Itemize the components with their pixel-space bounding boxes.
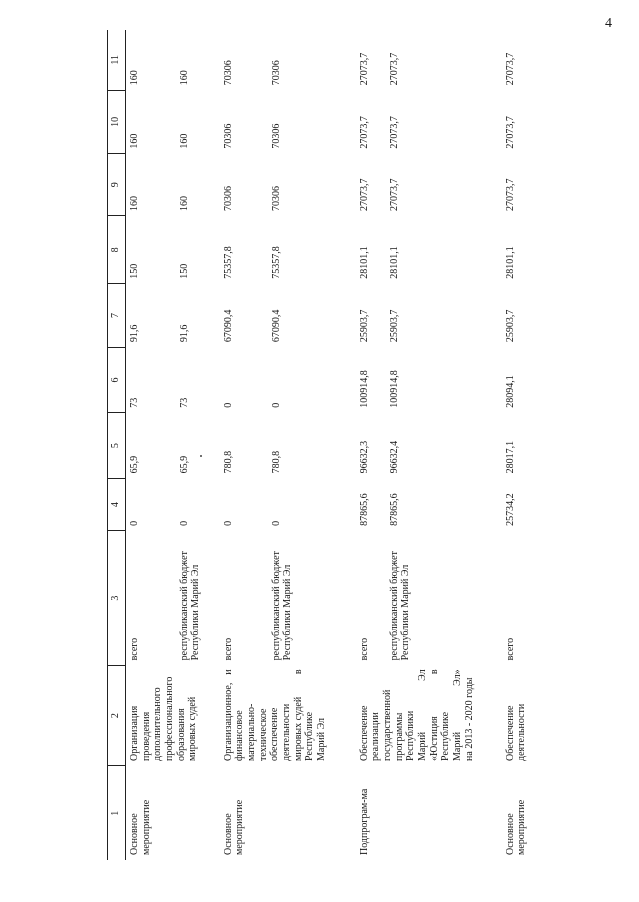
budget-table xyxy=(107,30,562,860)
value-cell: 25903,7 xyxy=(504,309,516,343)
value-cell: 27073,7 xyxy=(358,52,370,86)
value-cell: 160 xyxy=(178,133,190,149)
value-cell: 70306 xyxy=(222,185,234,211)
row-type-cell: Основное мероприятие xyxy=(129,799,152,855)
value-cell: 28101,1 xyxy=(388,246,400,279)
source-cell: всего xyxy=(222,637,234,661)
value-cell: 100914,8 xyxy=(388,370,400,408)
source-cell: республиканский бюджет Республики Марий Эл xyxy=(388,551,412,661)
source-cell: всего xyxy=(358,637,370,661)
value-cell: 70306 xyxy=(270,123,282,149)
value-cell: 25903,7 xyxy=(358,309,370,343)
value-cell: 96632,3 xyxy=(358,440,370,474)
value-cell: 73 xyxy=(178,397,190,408)
value-cell: 75357,8 xyxy=(222,246,234,279)
table-row xyxy=(126,30,176,860)
column-header: 4 xyxy=(108,478,126,530)
value-cell: 75357,8 xyxy=(270,246,282,279)
row-type-cell: Основное мероприятие xyxy=(222,799,246,855)
value-cell: 25903,7 xyxy=(388,309,400,343)
value-cell: 780,8 xyxy=(270,450,282,474)
value-cell: 780,8 xyxy=(222,450,234,474)
value-cell: 27073,7 xyxy=(358,178,370,211)
value-cell: 87865,6 xyxy=(388,493,400,526)
value-cell: 0 xyxy=(222,520,234,526)
source-cell: республиканский бюджет Республики Марий Эл xyxy=(270,551,294,661)
value-cell: 160 xyxy=(129,70,140,86)
value-cell: 160 xyxy=(129,195,140,211)
column-header: 5 xyxy=(108,413,126,479)
value-cell: 87865,6 xyxy=(358,493,370,526)
column-header: 9 xyxy=(108,154,126,216)
row-type-cell: Подпрограм-ма xyxy=(358,788,370,855)
table-row xyxy=(220,30,268,860)
table-row xyxy=(502,30,562,860)
row-type-cell: Основное мероприятие xyxy=(504,799,528,855)
value-cell: 65,9 xyxy=(178,455,190,474)
value-cell: 150 xyxy=(178,263,190,279)
header-row xyxy=(108,30,126,860)
column-header: 8 xyxy=(108,216,126,284)
value-cell: 73 xyxy=(129,397,140,408)
value-cell: 27073,7 xyxy=(388,52,400,86)
value-cell: 28094,1 xyxy=(504,375,516,408)
rotated-table-area xyxy=(107,30,600,860)
value-cell: 27073,7 xyxy=(388,116,400,149)
value-cell: 70306 xyxy=(222,60,234,86)
value-cell: 67090,4 xyxy=(222,309,234,343)
value-cell: 27073,7 xyxy=(388,178,400,211)
value-cell: 27073,7 xyxy=(504,178,516,211)
value-cell: 70306 xyxy=(270,185,282,211)
source-cell: всего xyxy=(129,637,140,661)
table-row xyxy=(356,30,386,860)
row-title-cell: Обеспечение деятельности xyxy=(504,703,528,761)
page-number: 4 xyxy=(605,16,612,31)
column-header: 7 xyxy=(108,284,126,347)
value-cell: 91,6 xyxy=(178,324,190,343)
column-header: 2 xyxy=(108,665,126,766)
value-cell: 28101,1 xyxy=(358,246,370,279)
value-cell: 0 xyxy=(270,520,282,526)
value-cell: 27073,7 xyxy=(504,52,516,86)
row-title-cell: Организационное, и финансовое материально- техническое обеспечение деятельности мировых судей в Республике Марий Эл xyxy=(222,669,327,761)
value-cell: 91,6 xyxy=(129,324,140,343)
value-cell: 67090,4 xyxy=(270,309,282,343)
column-header: 10 xyxy=(108,90,126,153)
value-cell: 150 xyxy=(129,263,140,279)
value-cell: 70306 xyxy=(270,60,282,86)
value-cell: 0 xyxy=(178,520,190,526)
column-header: 1 xyxy=(108,766,126,860)
value-cell: 25734,2 xyxy=(504,493,516,526)
column-header: 11 xyxy=(108,30,126,90)
column-header: 6 xyxy=(108,347,126,413)
row-title-cell: Организация проведения дополнительного профессионального образования мировых судей xyxy=(129,676,199,761)
value-cell: 0 xyxy=(222,402,234,408)
value-cell: 0 xyxy=(270,402,282,408)
value-cell: 27073,7 xyxy=(504,116,516,149)
column-header: 3 xyxy=(108,531,126,666)
row-title-cell: Обеспечение реализации государственной программы Республики Марий Эл «Юстиция в Республике Марий Эл» на 2013 - 2020 годы xyxy=(358,669,475,761)
value-cell: 160 xyxy=(178,70,190,86)
value-cell: 160 xyxy=(129,133,140,149)
value-cell: 100914,8 xyxy=(358,370,370,408)
value-cell: 70306 xyxy=(222,123,234,149)
source-cell: республиканский бюджет Республики Марий Эл xyxy=(178,551,202,661)
value-cell: 0 xyxy=(129,520,140,526)
value-cell: 96632,4 xyxy=(388,440,400,474)
value-cell: 65,9 xyxy=(129,455,140,474)
value-cell: 160 xyxy=(178,195,190,211)
value-cell: 28017,1 xyxy=(504,440,516,474)
value-cell: 28101,1 xyxy=(504,246,516,279)
value-cell: 27073,7 xyxy=(358,116,370,149)
source-cell: всего xyxy=(504,637,516,661)
